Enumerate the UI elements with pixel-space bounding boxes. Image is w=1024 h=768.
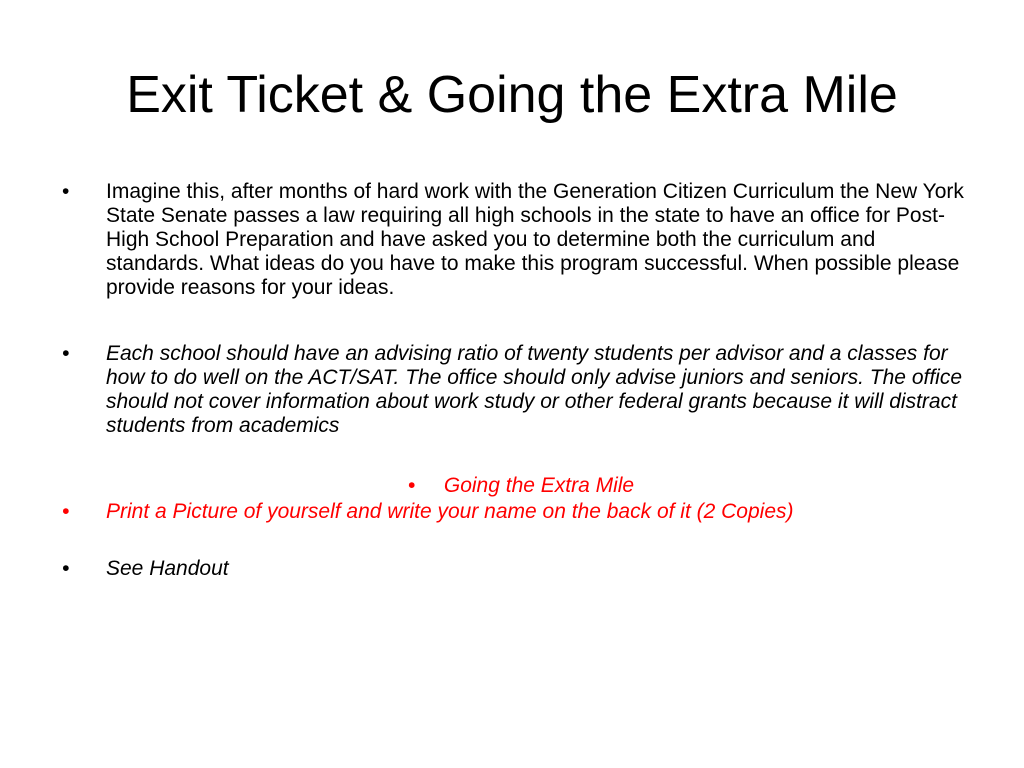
bullet-sample-answer-text: Each school should have an advising ratio of twenty students per advisor and a classes for how to do well on the ACT/SAT. The office should only advise juniors and seniors. The office should not cover information about work study or other federal grants because it will distract students from academics: [106, 342, 963, 437]
slide-title: Exit Ticket & Going the Extra Mile: [126, 66, 898, 124]
bullet-sample-answer: [0, 342, 1024, 438]
bullet-print-picture-text: Print a Picture of yourself and write your name on the back of it (2 Copies): [106, 500, 794, 523]
bullet-see-handout: [0, 557, 1024, 581]
bullet-see-handout-text: See Handout: [106, 557, 229, 580]
bullet-prompt: [0, 180, 1024, 300]
bullet-print-picture: [0, 500, 1024, 524]
bullet-extra-mile-heading: [0, 474, 1024, 498]
bullet-dot-icon: •: [62, 180, 70, 203]
bullet-extra-mile-text: Going the Extra Mile: [443, 474, 635, 497]
bullet-extra-mile-inner: [408, 474, 634, 498]
bullet-dot-icon: •: [62, 500, 70, 523]
bullet-prompt-text: Imagine this, after months of hard work with the Generation Citizen Curriculum the New York State Senate passes a law requiring all high schools in the state to have an office for Post-High School Preparation and have asked you to determine both the curriculum and standards. What ideas do you have to make this program successful. When possible please provide reasons for your ideas.: [106, 180, 964, 299]
bullet-list: [0, 180, 1024, 581]
bullet-dot-icon: •: [62, 557, 70, 580]
bullet-dot-icon: •: [62, 342, 70, 365]
bullet-dot-icon: •: [407, 474, 416, 497]
